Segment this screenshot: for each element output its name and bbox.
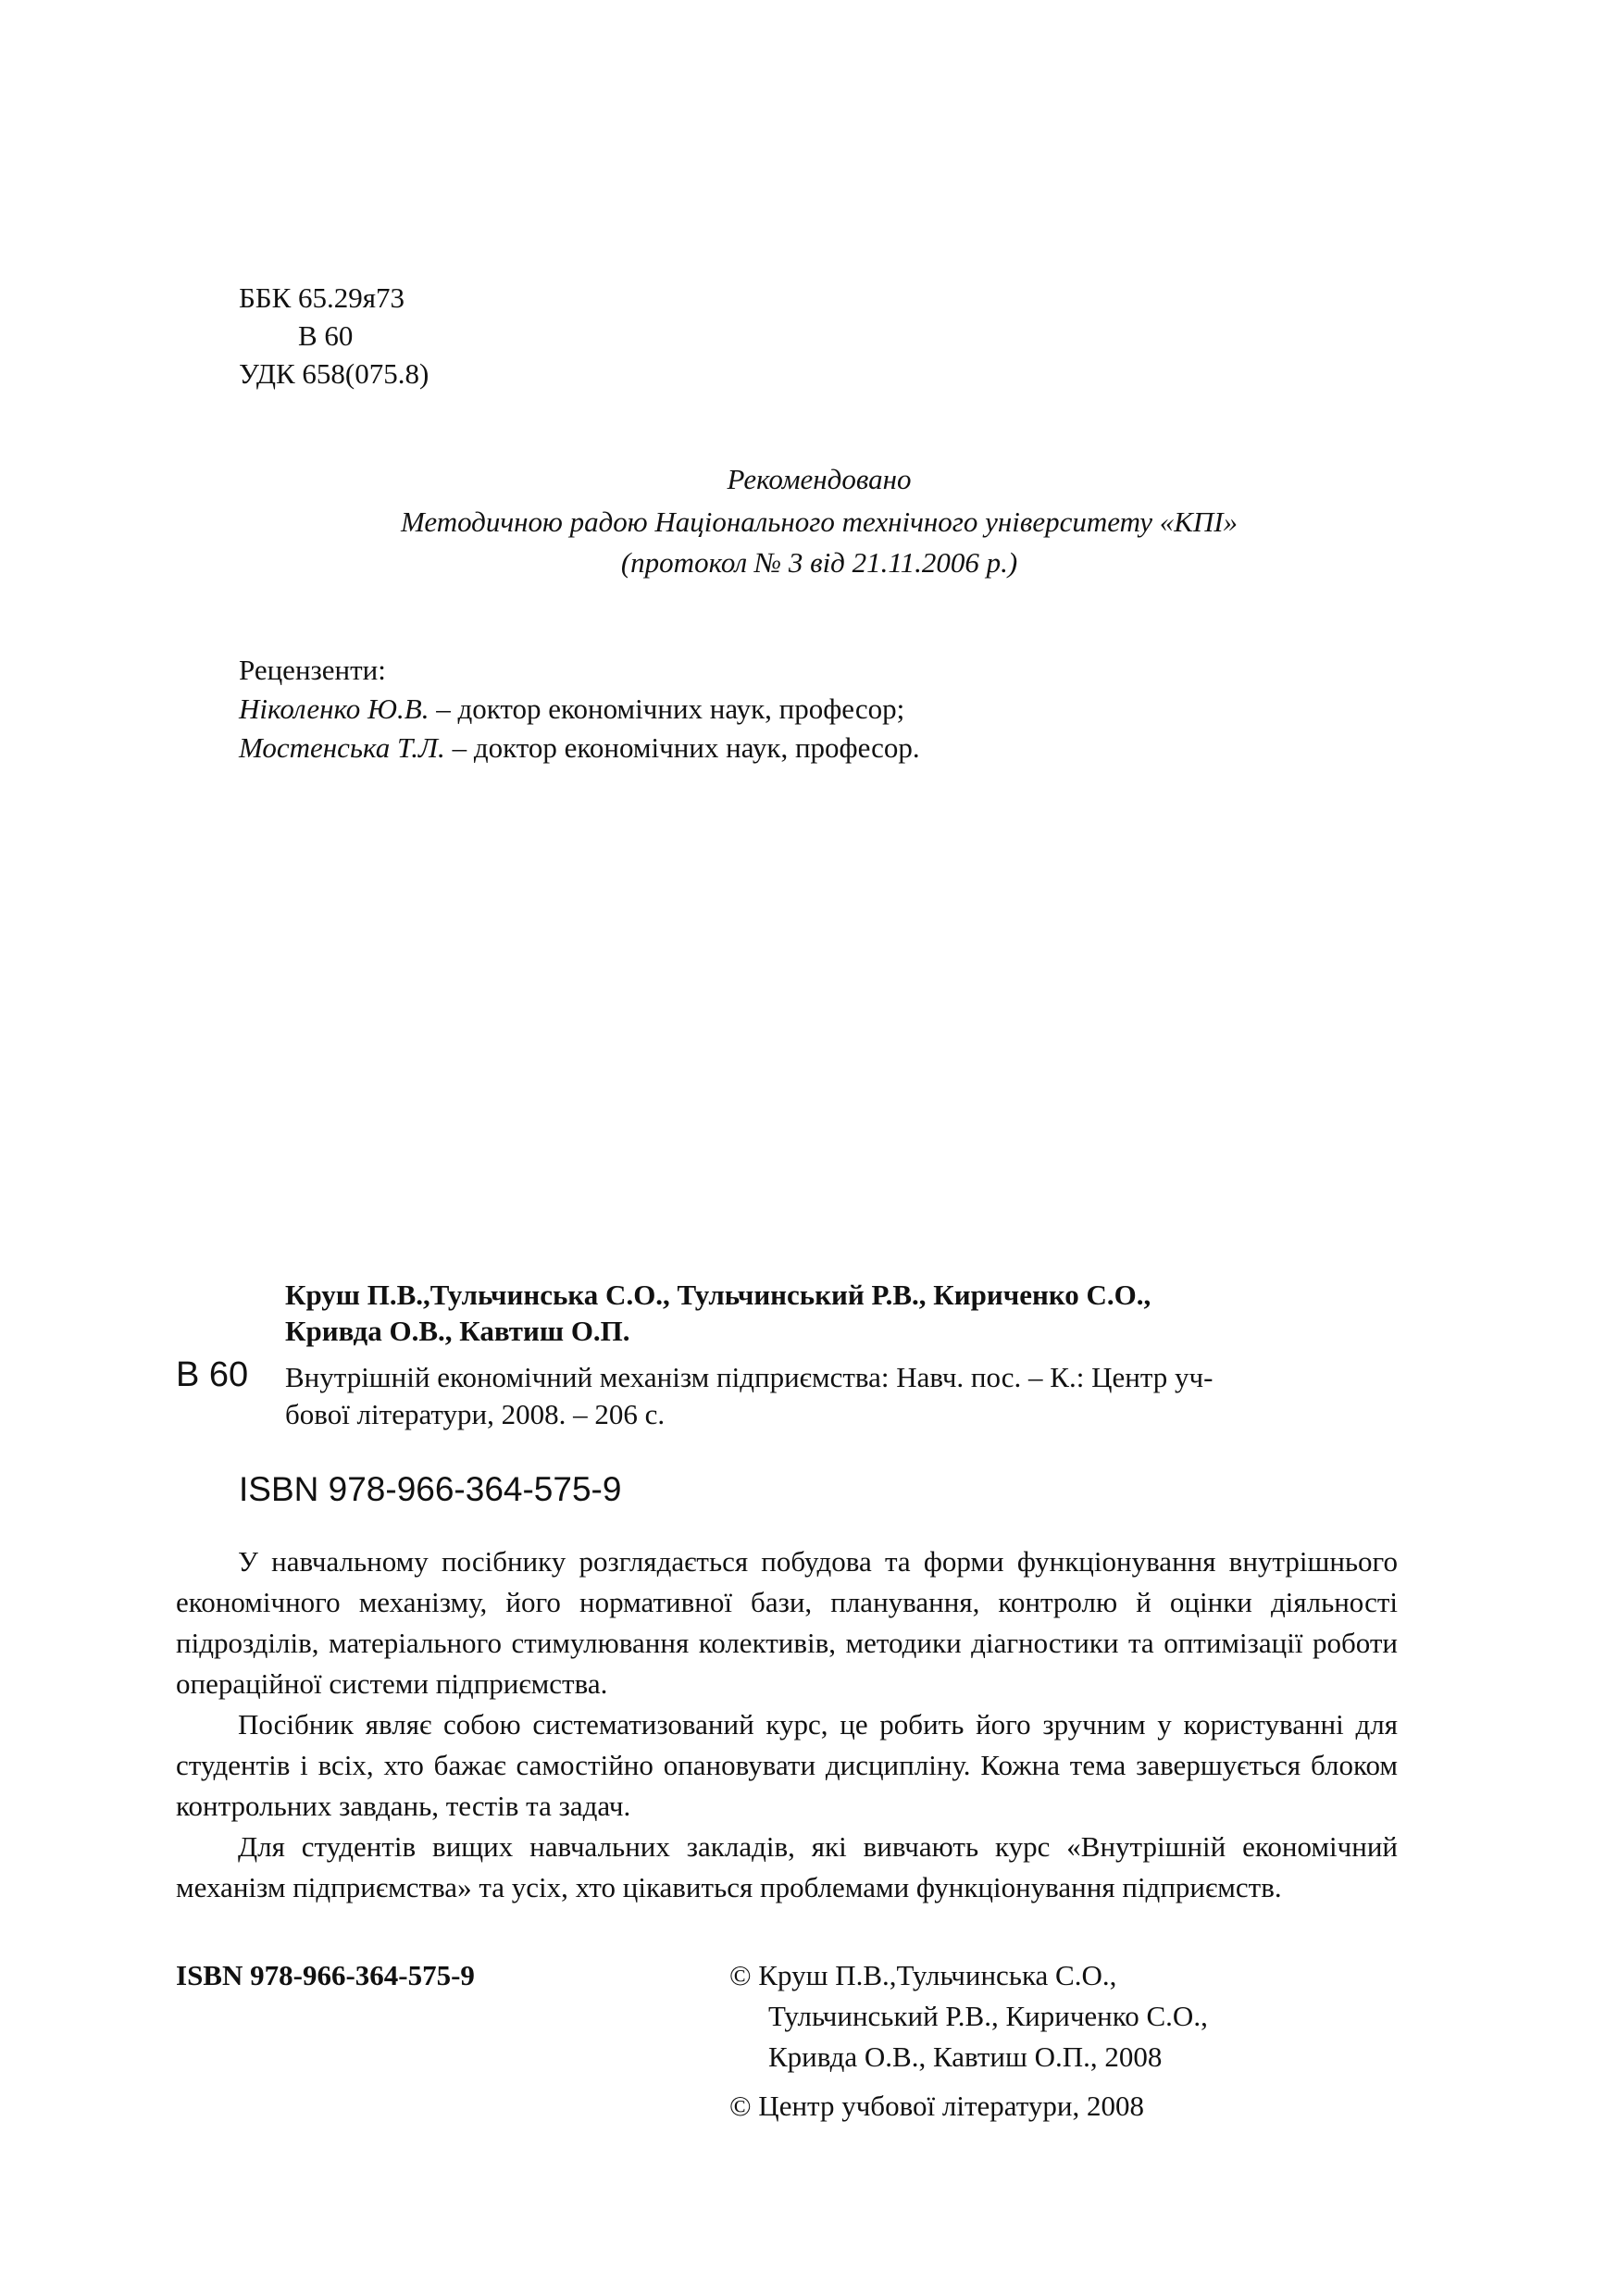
reviewer-item	[239, 731, 920, 765]
recommendation-body: Методичною радою Національного технічного університету «КПІ»	[400, 505, 1238, 538]
reviewer-name: Ніколенко Ю.В.	[239, 693, 429, 725]
annotation-paragraph: У навчальному посібнику розглядається побудова та форми функціонування внутрішнього економічного механізму, його нормативної бази, планування, контролю й оцінки діяльності підрозділів, матеріального стимулювання колективів, методики діагностики та оптимізації роботи операційної системи підприємства.	[176, 1545, 1398, 1700]
copyright-authors-line-1: © Круш П.В.,Тульчинська С.О.,	[729, 1959, 1117, 1991]
authors-line-1: Круш П.В.,Тульчинська С.О., Тульчинський Р.В., Кириченко С.О.,	[285, 1279, 1151, 1311]
catalog-code: В 60	[176, 1355, 249, 1394]
annotation-paragraph: Для студентів вищих навчальних закладів, які вивчають курс «Внутрішній економічний механізм підприємства» та усіх, хто цікавиться проблемами функціонування підприємств.	[176, 1830, 1398, 1903]
annotation-paragraph: Посібник являє собою систематизований курс, це робить його зручним у користуванні для студентів і всіх, хто бажає самостійно опановувати дисципліну. Кожна тема завершується блоком контрольних завдань, тестів та задач.	[176, 1708, 1398, 1822]
author-code: В 60	[298, 319, 354, 352]
reviewer-desc: – доктор економічних наук, професор.	[444, 731, 920, 764]
reviewers-heading: Рецензенти:	[239, 654, 386, 686]
book-description-line-2: бової літератури, 2008. – 206 с.	[285, 1398, 666, 1430]
isbn-main: ISBN 978-966-364-575-9	[239, 1470, 622, 1508]
copyright-authors-line-3: Кривда О.В., Кавтиш О.П., 2008	[768, 2040, 1163, 2073]
reviewer-name: Мостенська Т.Л.	[239, 731, 445, 764]
copyright-authors-line-2: Тульчинський Р.В., Кириченко С.О.,	[768, 2000, 1208, 2032]
copyright-publisher: © Центр учбової літератури, 2008	[729, 2090, 1144, 2122]
recommendation-title: Рекомендовано	[727, 463, 912, 495]
bbk-index: ББК 65.29я73	[239, 281, 405, 314]
authors-line-2: Кривда О.В., Кавтиш О.П.	[285, 1315, 630, 1347]
book-description-line-1: Внутрішній економічний механізм підприємства: Навч. пос. – К.: Центр уч-	[285, 1361, 1214, 1393]
recommendation-protocol: (протокол № 3 від 21.11.2006 р.)	[620, 546, 1018, 579]
udc-index: УДК 658(075.8)	[239, 357, 429, 390]
reviewer-item	[239, 693, 904, 726]
annotation	[176, 1541, 1398, 1908]
isbn-footer: ISBN 978-966-364-575-9	[176, 1959, 475, 1991]
reviewer-desc: – доктор економічних наук, професор;	[429, 693, 905, 725]
